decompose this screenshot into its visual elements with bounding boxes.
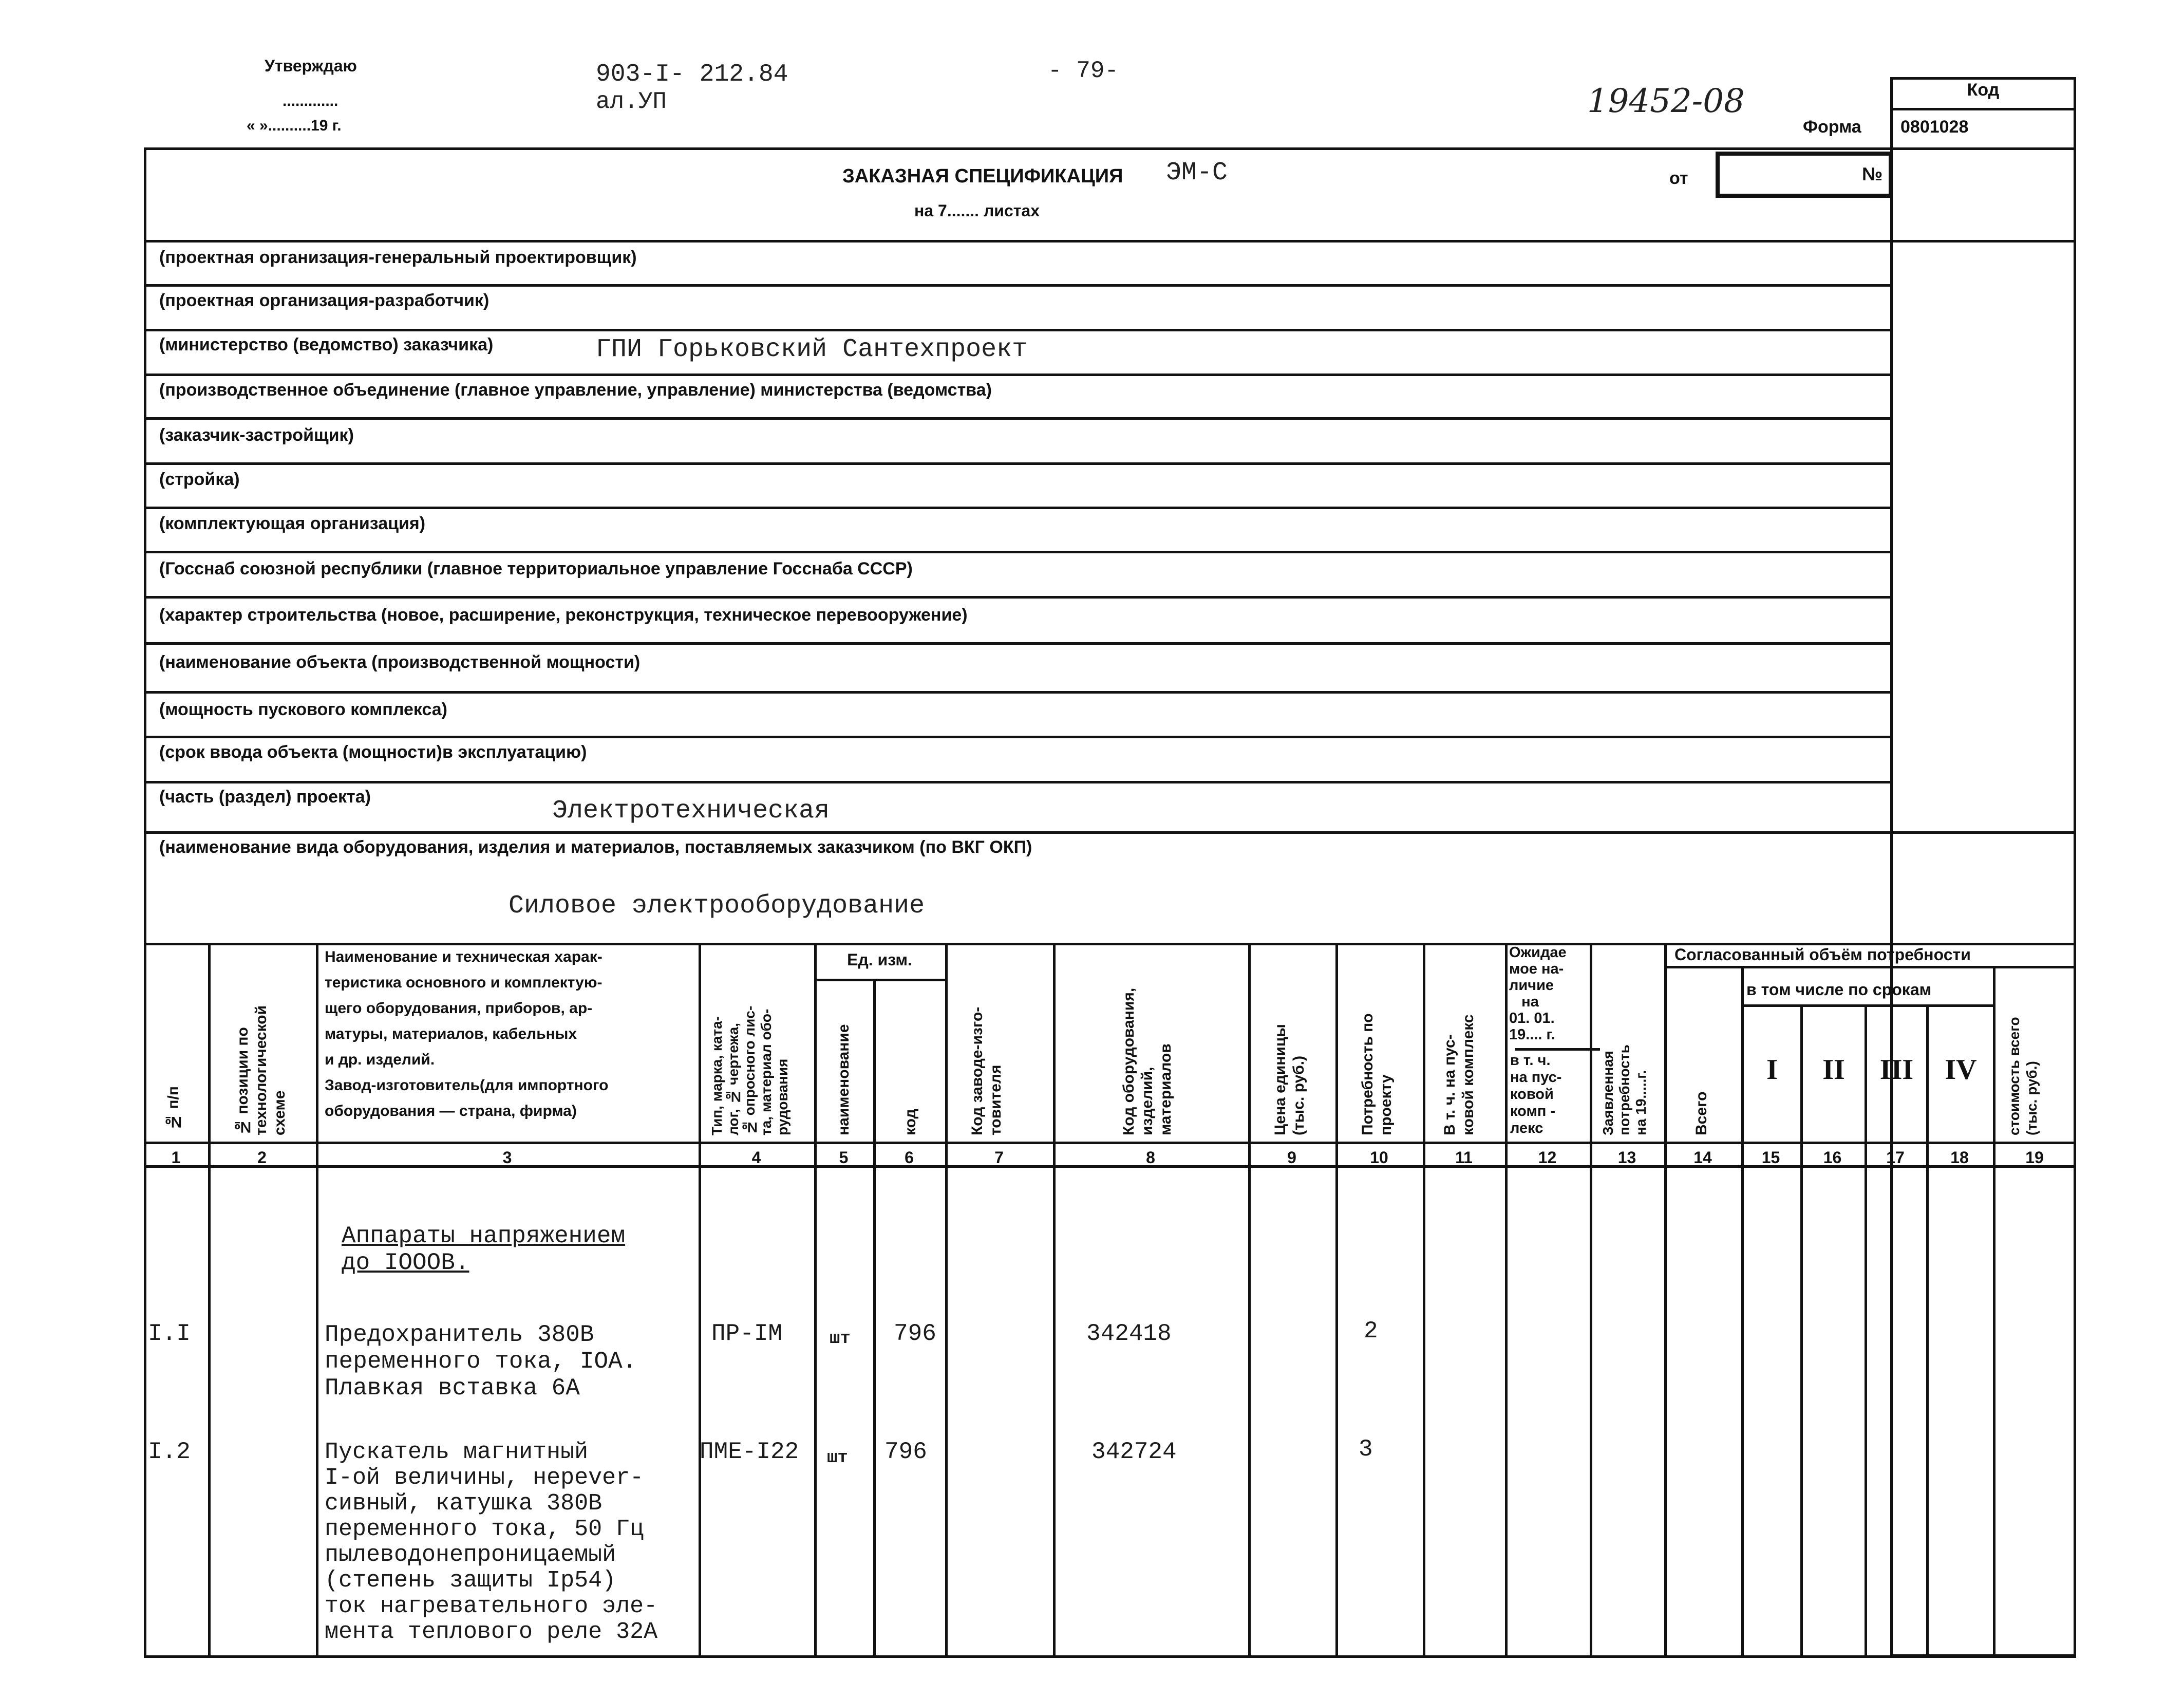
group-title: Аппараты напряжением до IOOOВ. (342, 1223, 626, 1276)
page-number: - 79- (1048, 58, 1119, 84)
item-2-type: ПМЕ-I22 (700, 1439, 799, 1465)
col-number: 3 (502, 1148, 512, 1167)
col-number: 18 (1950, 1148, 1969, 1167)
header-launch-complex: В т. ч. на пус- ковой комплекс (1441, 1014, 1477, 1135)
no-label: № (1862, 163, 1883, 184)
header-cost-total: стоимость всего (тыс. руб.) (2006, 1017, 2040, 1135)
item-1-name: Предохранитель 380В переменного тока, IOA. Плавкая вставка 6А (325, 1321, 637, 1402)
col-number: 6 (905, 1148, 914, 1167)
header-position: № позиции по технологической схеме (234, 1005, 288, 1135)
row-developer: (проектная организация-разработчик) (159, 291, 489, 310)
header-unit-group: Ед. изм. (847, 950, 912, 969)
approve-dots: ............. (283, 92, 338, 109)
row-production-association: (производственное объединение (главное управление, управление) министерства (ведомства) (159, 380, 992, 400)
row-supplier-org: (комплектующая организация) (159, 514, 426, 533)
col-number: 1 (171, 1148, 181, 1167)
title-sheets: на 7....... листах (914, 201, 1040, 220)
kod-label: Код (1967, 80, 2000, 100)
col-number: 17 (1886, 1148, 1905, 1167)
row-project-part: (часть (раздел) проекта) (159, 787, 371, 807)
header-term-3: III (1879, 1054, 1914, 1086)
item-2-unit: шт (827, 1448, 848, 1468)
item-2-number: I.2 (148, 1439, 191, 1465)
item-1-number: I.I (148, 1320, 191, 1347)
equipment-label: (наименование вида оборудования, изделия и материалов, поставляемых заказчиком (по ВКГ ОКП) (159, 837, 1032, 857)
item-1-unit: шт (830, 1329, 851, 1349)
item-1-type: ПР-IМ (711, 1320, 783, 1347)
document-number: 903-I- 212.84 (596, 61, 788, 88)
row-general-designer: (проектная организация-генеральный проектировщик) (159, 248, 637, 267)
item-2-unit-code: 796 (884, 1439, 927, 1465)
approve-label: Утверждаю (265, 57, 357, 75)
forma-label: Форма (1803, 117, 1861, 137)
row-launch-capacity: (мощность пускового комплекса) (159, 700, 447, 719)
item-2-name: Пускатель магнитный I-ой величины, нерever- сивный, катушка 380В переменного тока, 50 Гц пылеводонепроницаемый (степень защиты Ip54) ток нагревательного эле- мента теплового реле 32А (325, 1439, 658, 1645)
header-terms: в том числе по срокам (1746, 980, 1932, 999)
col-number: 7 (994, 1148, 1004, 1167)
header-agreed-volume: Согласованный объём потребности (1674, 945, 1971, 964)
header-unit-price: Цена единицы (тыс. руб.) (1272, 1024, 1307, 1135)
header-declared-need: Заявленная потребность на 19.....г. (1600, 1044, 1649, 1135)
col-number: 15 (1761, 1148, 1780, 1167)
header-term-2: II (1822, 1054, 1845, 1086)
row-ministry: (министерство (ведомство) заказчика) (159, 335, 494, 354)
header-name: Наименование и техническая харак- теристика основного и комплектую- щего оборудования, приборов, ар- матуры, материалов, кабельных и др. изделий. Завод-изготовитель(для импортного оборудования — страна, фирма) (325, 948, 609, 1119)
item-1-equipment-code: 342418 (1086, 1320, 1172, 1347)
header-manufacturer-code: Код заводе-изго- товителя (969, 1006, 1004, 1135)
header-expected-stock-launch: в т. ч. на пус- ковой комп - лекс (1510, 1052, 1562, 1136)
row-construction: (стройка) (159, 470, 240, 489)
col-number: 5 (839, 1148, 849, 1167)
col-number: 8 (1146, 1148, 1155, 1167)
equipment-value: Силовое электрооборудование (509, 891, 925, 921)
row-construction-type: (характер строительства (новое, расширение, реконструкция, техническое перевооружение) (159, 605, 968, 625)
row-customer: (заказчик-застройщик) (159, 425, 354, 445)
col-number: 14 (1693, 1148, 1712, 1167)
col-number: 16 (1823, 1148, 1842, 1167)
col-number: 12 (1538, 1148, 1557, 1167)
col-number: 13 (1617, 1148, 1636, 1167)
item-2-equipment-code: 342724 (1091, 1439, 1177, 1465)
header-type: Тип, марка, ката- лог, № чертежа, № опросного лис- та, материал обо- рудования (709, 1005, 790, 1135)
header-unit-name: наименование (835, 1024, 852, 1135)
col-number: 19 (2025, 1148, 2044, 1167)
header-total: Всего (1693, 1091, 1710, 1135)
row-ministry-value: ГПИ Горьковский Сантехпроект (596, 335, 1028, 364)
item-1-unit-code: 796 (894, 1320, 936, 1347)
approve-date: « »..........19 г. (247, 117, 342, 134)
header-expected-stock: Ожидае мое на- личие на 01. 01. 19.... г. (1509, 944, 1567, 1043)
header-project-need: Потребность по проекту (1359, 1013, 1395, 1135)
header-equipment-code: Код оборудования, изделий, материалов (1120, 987, 1174, 1135)
album-number: ал.УП (596, 88, 667, 115)
ot-label: от (1669, 169, 1688, 188)
col-number: 9 (1287, 1148, 1296, 1167)
kod-value: 0801028 (1900, 117, 1969, 137)
header-term-1: I (1766, 1054, 1778, 1086)
row-object-name: (наименование объекта (производственной мощности) (159, 652, 641, 672)
col-number: 2 (257, 1148, 267, 1167)
col-number: 11 (1455, 1148, 1473, 1167)
header-item-number: № п/п (165, 1086, 182, 1130)
item-2-quantity: 3 (1359, 1436, 1373, 1463)
row-project-part-value: Электротехническая (552, 796, 830, 826)
header-unit-code: код (902, 1109, 919, 1135)
col-number: 10 (1370, 1148, 1388, 1167)
item-1-quantity: 2 (1364, 1318, 1378, 1345)
title-code: ЭМ-С (1166, 158, 1228, 188)
title-prefix: ЗАКАЗНАЯ СПЕЦИФИКАЦИЯ (842, 165, 1123, 187)
col-number: 4 (751, 1148, 761, 1167)
registration-number: 19452-08 (1587, 82, 1745, 120)
row-gossnab: (Госснаб союзной республики (главное территориальное управление Госснаба СССР) (159, 559, 913, 578)
row-commissioning-date: (срок ввода объекта (мощности)в эксплуатацию) (159, 742, 587, 762)
header-term-4: IV (1945, 1054, 1977, 1086)
